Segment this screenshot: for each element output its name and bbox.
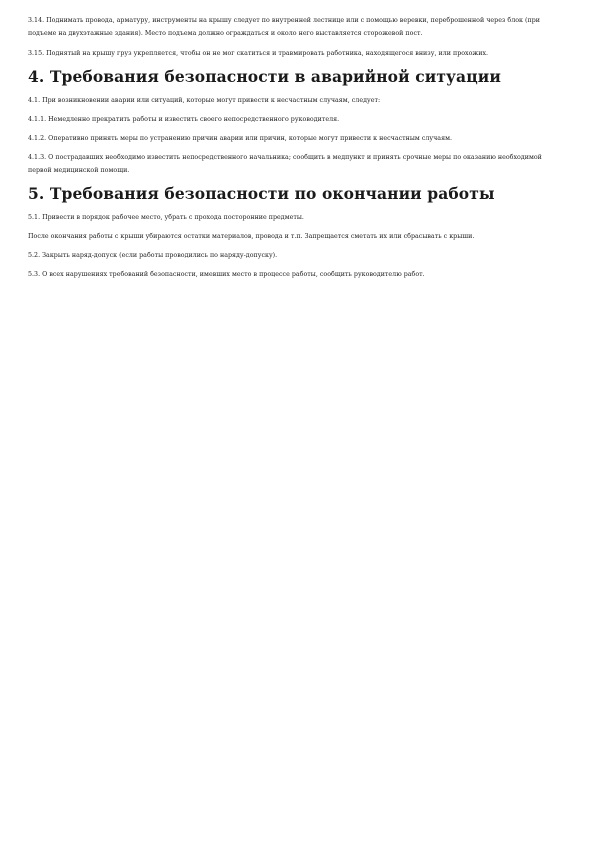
paragraph-5-3: 5.3. О всех нарушениях требований безопасности, имевших место в процессе работы, сообщить руководителю работ. <box>28 271 425 278</box>
paragraph-5-2: 5.2. Закрыть наряд-допуск (если работы проводились по наряду-допуску). <box>28 252 278 259</box>
paragraph-5-1: 5.1. Привести в порядок рабочее место, убрать с прохода посторонние предметы. <box>28 214 304 221</box>
paragraph-4-1-3: 4.1.3. О пострадавших необходимо известить непосредственного начальника; сообщить в медпункт и принять срочные меры по оказанию необходимой первой медицинской помощи. <box>28 154 542 174</box>
paragraph-4-1-2: 4.1.2. Оперативно принять меры по устранению причин аварии или причин, которые могут привести к несчастным случаям. <box>28 135 453 142</box>
paragraph-3-14: 3.14. Поднимать провода, арматуру, инструменты на крышу следует по внутренней лестнице или с помощью веревки, переброшенной через блок (при подъеме на двухэтажные здания). Место подъема должно ограждаться и около него выставляется сторожевой пост. <box>28 17 540 37</box>
paragraph-3-15: 3.15. Поднятый на крышу груз укрепляется, чтобы он не мог скатиться и травмировать работника, находящегося внизу, или прохожих. <box>28 50 489 57</box>
paragraph-5-1-note: После окончания работы с крыши убираются остатки материалов, провода и т.п. Запрещается сметать их или сбрасывать с крыши. <box>28 233 475 240</box>
section-4-heading: 4. Требования безопасности в аварийной ситуации <box>28 67 501 86</box>
paragraph-4-1-1: 4.1.1. Немедленно прекратить работы и известить своего непосредственного руководителя. <box>28 116 340 123</box>
section-5-heading: 5. Требования безопасности по окончании работы <box>28 184 495 203</box>
paragraph-4-1: 4.1. При возникновении аварии или ситуаций, которые могут привести к несчастным случаям, следует: <box>28 97 381 104</box>
